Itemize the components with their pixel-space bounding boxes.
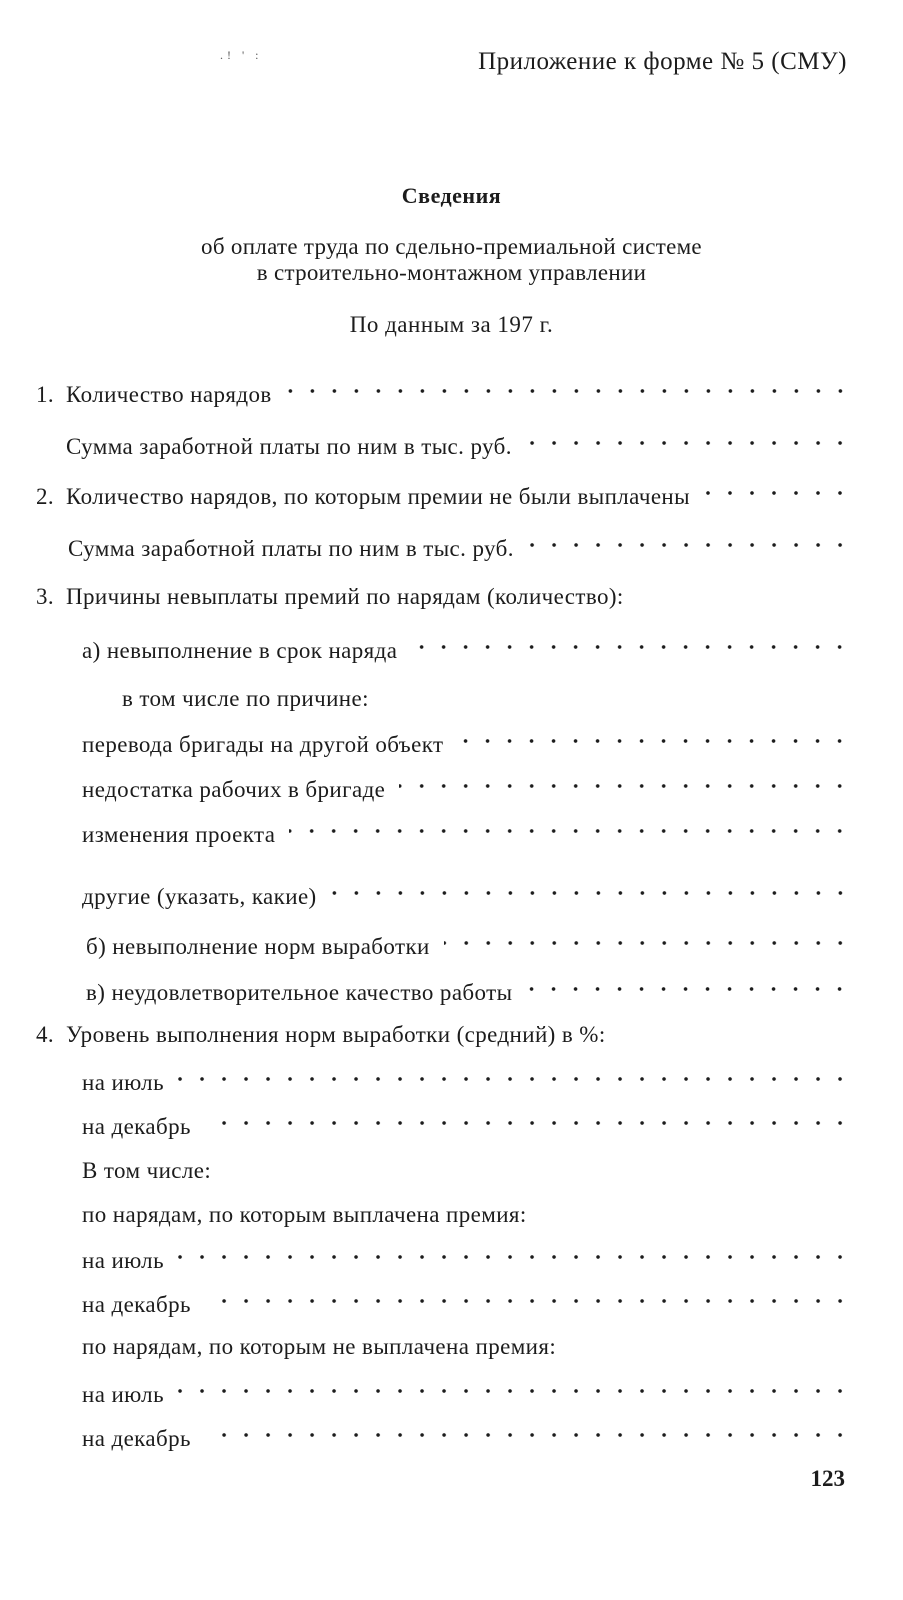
item-number: 3. — [36, 584, 55, 609]
dot-leader — [526, 978, 851, 1000]
form-item-4-december — [82, 1112, 851, 1146]
appendix-note: Приложение к форме № 5 (СМУ) — [478, 48, 847, 75]
dot-leader — [528, 534, 851, 556]
form-item-4-heading — [36, 1022, 606, 1048]
dot-leader — [444, 932, 851, 954]
item-number: 4. — [36, 1022, 55, 1047]
item-label: Сумма заработной платы по ним в тыс. руб. — [68, 536, 514, 561]
item-label: Количество нарядов — [66, 382, 272, 407]
dot-leader — [457, 730, 851, 752]
form-item-3a-project-change — [82, 820, 851, 854]
dot-leader — [178, 1380, 851, 1402]
item-label: на июль — [82, 1070, 164, 1095]
form-item-3a — [82, 636, 851, 670]
item-label: изменения проекта — [82, 822, 276, 847]
item-number: 1. — [36, 382, 55, 407]
item-label: на декабрь — [82, 1426, 191, 1451]
form-item-2 — [36, 482, 851, 516]
item-label: недостатка рабочих в бригаде — [82, 777, 386, 802]
subtitle-line-1: об оплате труда по сдельно-премиальной системе — [201, 234, 702, 259]
item-label: другие (указать, какие) — [82, 884, 317, 909]
form-item-4-paid-december — [82, 1290, 851, 1324]
print-marks: .! ' : — [220, 48, 263, 62]
form-item-3a-shortage — [82, 775, 851, 809]
form-item-2-sum — [68, 534, 851, 568]
item-label: на декабрь — [82, 1292, 191, 1317]
dot-leader — [178, 1068, 851, 1090]
dot-leader — [331, 882, 851, 904]
item-label: а) невыполнение в срок наряда — [82, 638, 398, 663]
dot-leader — [286, 380, 851, 402]
form-item-3a-other — [82, 882, 851, 916]
form-item-3c — [86, 978, 851, 1012]
form-item-4-paid-heading: по нарядам, по которым выплачена премия: — [82, 1202, 527, 1227]
dot-leader — [205, 1424, 851, 1446]
form-item-4-unpaid-december — [82, 1424, 851, 1458]
dot-leader — [205, 1112, 851, 1134]
reporting-period: По данным за 197 г. — [349, 312, 554, 337]
dot-leader — [526, 432, 851, 454]
item-number: 2. — [36, 484, 55, 509]
dot-leader — [205, 1290, 851, 1312]
page-number: 123 — [810, 1466, 845, 1491]
item-label: б) невыполнение норм выработки — [86, 934, 430, 959]
form-item-4-including: В том числе: — [82, 1158, 212, 1183]
dot-leader — [399, 775, 851, 797]
form-item-1-sum — [66, 432, 851, 466]
item-label: Уровень выполнения норм выработки (средний) в %: — [66, 1022, 606, 1047]
item-label: на декабрь — [82, 1114, 191, 1139]
dot-leader — [704, 482, 851, 504]
form-item-1 — [36, 380, 851, 414]
dot-leader — [289, 820, 851, 842]
item-label: на июль — [82, 1382, 164, 1407]
form-item-4-july — [82, 1068, 851, 1102]
dot-leader — [411, 636, 851, 658]
item-label: в) неудовлетворительное качество работы — [86, 980, 513, 1005]
document-title: Сведения — [401, 183, 502, 208]
item-label: перевода бригады на другой объект — [82, 732, 444, 757]
form-item-4-unpaid-july — [82, 1380, 851, 1414]
item-label: Количество нарядов, по которым премии не были выплачены — [66, 484, 690, 509]
form-item-3-heading — [36, 584, 624, 610]
form-item-4-unpaid-heading: по нарядам, по которым не выплачена премия: — [82, 1334, 557, 1359]
form-item-3a-including: в том числе по причине: — [122, 686, 369, 711]
dot-leader — [178, 1246, 851, 1268]
item-label: Сумма заработной платы по ним в тыс. руб. — [66, 434, 512, 459]
form-item-3b — [86, 932, 851, 966]
item-label: на июль — [82, 1248, 164, 1273]
form-item-3a-transfer — [82, 730, 851, 764]
form-item-4-paid-july — [82, 1246, 851, 1280]
item-label: Причины невыплаты премий по нарядам (количество): — [66, 584, 624, 609]
subtitle-line-2: в строительно-монтажном управлении — [256, 260, 647, 285]
